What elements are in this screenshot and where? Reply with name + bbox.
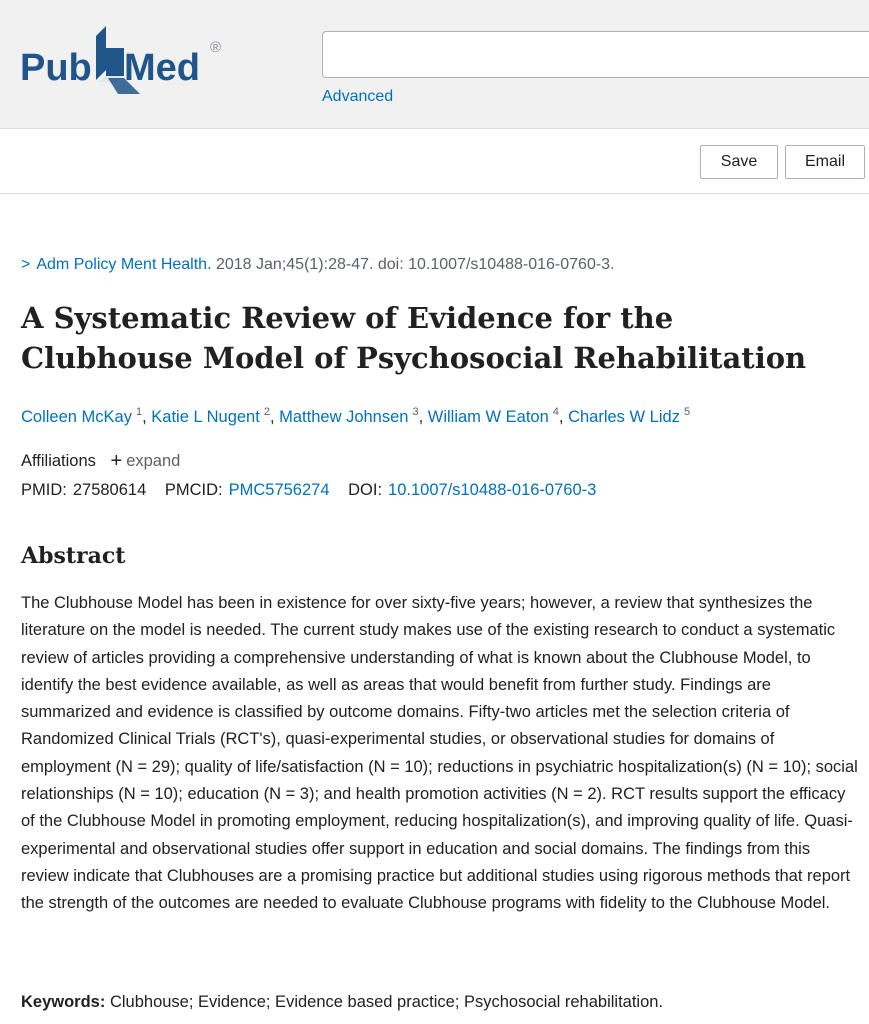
pubmed-logo-graphic bbox=[20, 22, 235, 97]
article-identifiers bbox=[21, 481, 596, 500]
author-affiliation-ref[interactable]: 1 bbox=[135, 406, 143, 418]
chevron-right-icon: > bbox=[21, 256, 31, 273]
doi-link[interactable]: 10.1007/s10488-016-0760-3 bbox=[388, 481, 597, 499]
pmcid-link[interactable]: PMC5756274 bbox=[228, 481, 330, 499]
author-affiliation-ref[interactable]: 2 bbox=[263, 406, 270, 418]
search-input[interactable] bbox=[322, 31, 869, 78]
affiliations-expand-toggle[interactable]: expand bbox=[126, 452, 181, 470]
doi-label: DOI: bbox=[348, 481, 383, 499]
citation-line bbox=[21, 256, 615, 274]
pmid-value: 27580614 bbox=[72, 481, 147, 499]
abstract-text: The Clubhouse Model has been in existence for over sixty-five years; however, a review that synthesizes the literature on the model is needed. The current study makes use of the existing research to conduct a systematic review of articles providing a comprehensive understanding of what is known about the Clubhouse Model, to identify the best evidence available, as well as areas that would benefit from further study. Findings are summarized and evidence is classified by outcome domains. Fifty-two articles met the selection criteria of Randomized Clinical Trials (RCT's), quasi-experimental studies, or observational studies for domains of employment (N = 29); quality of life/satisfaction (N = 10); reductions in psychiatric hospitalization(s) (N = 10); social relationships (N = 10); education (N = 3); and health promotion activities (N = 2). RCT results support the efficacy of the Clubhouse Model in promoting employment, reducing hospitalization(s), and improving quality of life. Quasi-experimental and observational studies offer support in education and social domains. The findings from this review indicate that Clubhouses are a promising practice but additional studies using rigorous methods that report the strength of the outcomes are needed to evaluate Clubhouse programs with fidelity to the Clubhouse Model. bbox=[21, 594, 858, 913]
keywords-row bbox=[21, 993, 663, 1012]
author-affiliation-ref[interactable]: 5 bbox=[683, 406, 691, 418]
abstract-heading: Abstract bbox=[21, 543, 126, 569]
author-link[interactable]: Matthew Johnsen bbox=[279, 408, 409, 426]
logo-text-pub: Pub bbox=[20, 47, 92, 89]
logo-text-med: Med bbox=[124, 47, 200, 89]
journal-name: Adm Policy Ment Health. bbox=[36, 256, 212, 273]
plus-icon[interactable]: + bbox=[110, 450, 123, 472]
author-link[interactable]: Katie L Nugent bbox=[151, 408, 260, 426]
affiliations-label: Affiliations bbox=[21, 452, 96, 470]
site-header bbox=[0, 0, 869, 129]
registered-mark: ® bbox=[210, 39, 222, 56]
author-link[interactable]: Colleen McKay bbox=[21, 408, 132, 426]
keywords-list: Clubhouse; Evidence; Evidence based practice; Psychosocial rehabilitation. bbox=[109, 993, 664, 1011]
author-link[interactable]: William W Eaton bbox=[427, 408, 549, 426]
save-button[interactable]: Save bbox=[700, 145, 778, 179]
author-list: Colleen McKay $^1$, Katie L Nugent $^2$, Matthew Johnsen $^3$, William W Eaton $^4$, Charles W Lidz $^5$ bbox=[21, 406, 691, 426]
pubmed-logo[interactable] bbox=[20, 22, 235, 97]
advanced-search-link[interactable]: Advanced bbox=[322, 88, 394, 105]
author-link[interactable]: Charles W Lidz bbox=[568, 408, 680, 426]
keywords-label: Keywords: bbox=[21, 993, 106, 1011]
email-button[interactable]: Email bbox=[785, 145, 865, 179]
pmid-label: PMID: bbox=[21, 481, 67, 499]
article-title: A Systematic Review of Evidence for the Clubhouse Model of Psychosocial Rehabilitation bbox=[21, 301, 807, 375]
affiliations-row bbox=[21, 450, 180, 473]
citation-details: 2018 Jan;45(1):28-47. doi: 10.1007/s10488-016-0760-3. bbox=[215, 256, 615, 273]
author-affiliation-ref[interactable]: 3 bbox=[412, 406, 419, 418]
pmcid-label: PMCID: bbox=[164, 481, 223, 499]
author-affiliation-ref[interactable]: 4 bbox=[552, 406, 559, 418]
journal-link[interactable] bbox=[21, 256, 212, 273]
article-action-bar bbox=[0, 129, 869, 194]
